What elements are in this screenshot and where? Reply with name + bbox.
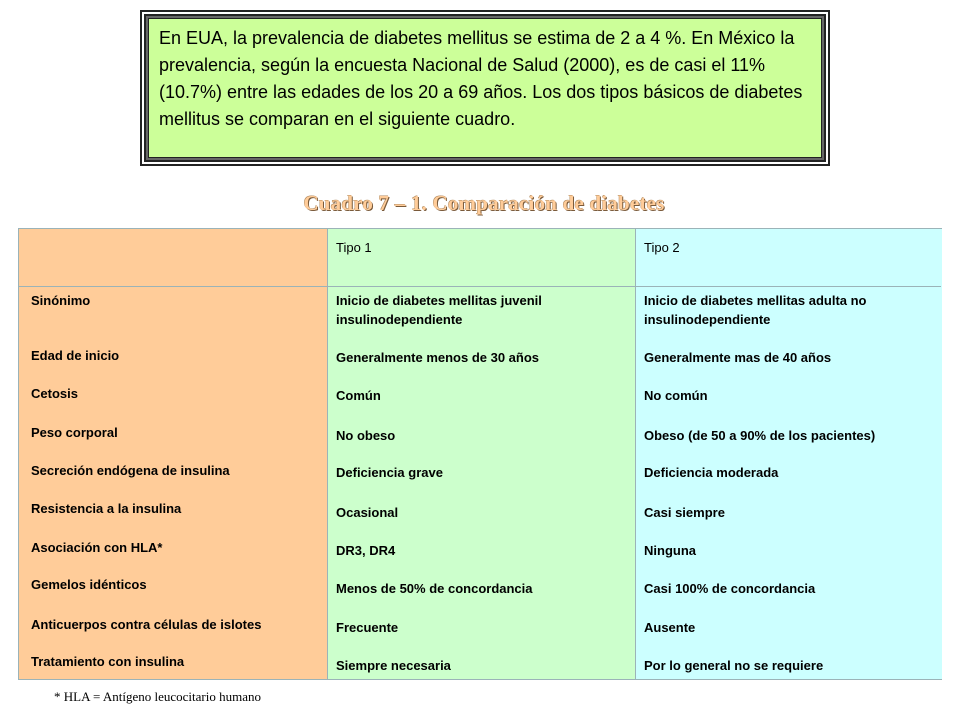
row-label: Secreción endógena de insulina	[31, 463, 230, 478]
row-tipo2: Por lo general no se requiere	[644, 658, 824, 673]
row-tipo1: DR3, DR4	[336, 543, 396, 558]
row-tipo2: Inicio de diabetes mellitas adulta no insulinodependiente	[644, 293, 867, 327]
row-label: Edad de inicio	[31, 348, 120, 363]
row-tipo1: Menos de 50% de concordancia	[336, 581, 533, 596]
intro-text: En EUA, la prevalencia de diabetes mellitus se estima de 2 a 4 %. En México la prevalencia, según la encuesta Nacional de Salud (2000), es de casi el 11% (10.7%) entre las edades de los 20 a 69 años. Los dos tipos básicos de diabetes mellitus se comparan en el siguiente cuadro.	[148, 18, 822, 158]
header-tipo-1: Tipo 1	[336, 240, 372, 255]
row-label: Resistencia a la insulina	[31, 501, 182, 516]
row-label: Gemelos idénticos	[31, 577, 147, 592]
row-label: Peso corporal	[31, 425, 118, 440]
row-label: Cetosis	[31, 386, 78, 401]
row-tipo1: Siempre necesaria	[336, 658, 451, 673]
header-divider	[19, 286, 941, 287]
row-tipo2: No común	[644, 388, 708, 403]
row-tipo1: Inicio de diabetes mellitas juvenil insulinodependiente	[336, 293, 542, 327]
row-tipo1: Común	[336, 388, 381, 403]
row-tipo2: Ninguna	[644, 543, 696, 558]
table-title: Cuadro 7 – 1. Comparación de diabetes	[303, 191, 665, 215]
row-tipo1: Ocasional	[336, 505, 399, 520]
row-tipo1: Frecuente	[336, 620, 399, 635]
row-label: Tratamiento con insulina	[31, 654, 185, 669]
header-tipo-2: Tipo 2	[644, 240, 680, 255]
row-tipo2: Casi siempre	[644, 505, 725, 520]
row-tipo2: Deficiencia moderada	[644, 465, 779, 480]
row-tipo2: Obeso (de 50 a 90% de los pacientes)	[644, 428, 876, 443]
row-label: Anticuerpos contra células de islotes	[31, 617, 262, 632]
comparison-table	[18, 228, 942, 680]
row-label: Sinónimo	[31, 293, 91, 308]
row-tipo2: Casi 100% de concordancia	[644, 581, 816, 596]
intro-frame	[144, 14, 826, 162]
row-tipo2: Ausente	[644, 620, 696, 635]
footnote: * HLA = Antígeno leucocitario humano	[54, 689, 261, 704]
row-tipo1: Deficiencia grave	[336, 465, 443, 480]
intro-box	[140, 10, 830, 166]
row-tipo1: No obeso	[336, 428, 396, 443]
row-tipo1: Generalmente menos de 30 años	[336, 350, 540, 365]
row-tipo2: Generalmente mas de 40 años	[644, 350, 832, 365]
row-label: Asociación con HLA*	[31, 540, 163, 555]
